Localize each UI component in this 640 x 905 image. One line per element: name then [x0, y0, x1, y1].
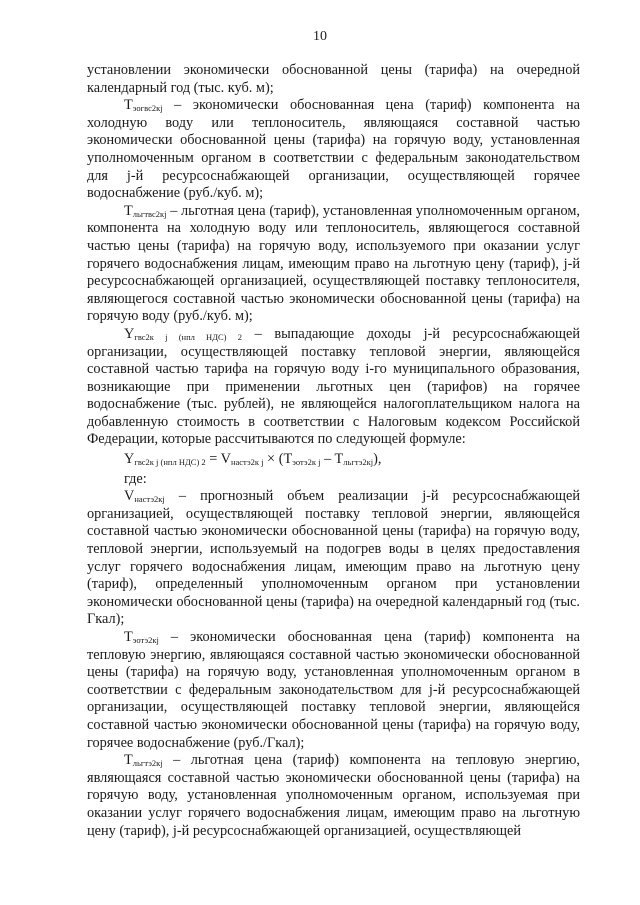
definition-t-lgtvs [87, 203, 580, 326]
definition-y-gvs [87, 326, 580, 449]
symbol-subscript: эотэ2кj [132, 635, 159, 645]
document-body [87, 62, 580, 840]
symbol-subscript: льгтвс2кj [132, 208, 167, 219]
definition-text: – экономически обоснованная цена (тариф) компонента на холодную воду или теплоноситель, являющаяся составной частью экономически обоснованной цены (тарифа) на горячую воду, установленная уполномоченным органом в соответствии с федеральным законодательством для j-й ресурсоснабжающей организации, осуществляющей горячее водоснабжение (руб./куб. м); [87, 97, 580, 202]
symbol: T [124, 629, 133, 645]
paragraph-volume-continuation: установлении экономически обоснованной цены (тарифа) на очередной календарный год (тыс. куб. м); [87, 62, 580, 96]
definition-t-lgte [87, 752, 580, 840]
definition-text: – экономически обоснованная цена (тариф) компонента на тепловую энергию, являющаяся составной частью экономически обоснованной цены (тарифа) на горячую воду, установленная уполномоченным органом в соответствии с федеральным законодательством для j-й ресурсоснабжающей организации, осуществляющей поставку тепловой энергии, являющейся составной частью экономически обоснованной цены (тарифа) на горячую воду, горячее водоснабжение (руб./Гкал); [87, 629, 580, 751]
symbol-subscript: льгтэ2кj [132, 758, 163, 769]
symbol-subscript: настэ2кj [134, 494, 165, 505]
formula: $Y_{гвс2к j (нпл НДС) 2} = V_{настэ2к j} \times (T_{эотэ2к j} - T_{льгтэ2кj})$, [124, 451, 382, 468]
symbol: V [124, 488, 135, 505]
symbol: Y [124, 325, 135, 342]
definition-text: – выпадающие доходы j-й ресурсоснабжающей организации, осуществляющей поставку тепловой энергии, являющейся составной частью тарифа на горячую воду i-го муниципального образования, возникающие при применении льготных цен (тарифов) на горячее водоснабжение (тыс. рублей), не являющейся налогоплательщиком налога на добавленную стоимость в соответствии с Налоговым кодексом Российской Федерации, которые рассчитываются по следующей формуле: [87, 325, 580, 448]
definition-t-eogvs [87, 97, 580, 203]
definition-v-naste [87, 488, 580, 629]
definition-text: – льготная цена (тариф), установленная уполномоченным органом, компонента на холодную воду или теплоноситель, являющегося составной частью цены (тарифа) на горячую воду, используемого при оказании услуг горячего водоснабжения лицам, имеющим право на льготную цену (тариф), j-й ресурсоснабжающей организацией, осуществляющей поставку теплоносителя, являющегося составной частью экономически обоснованной цены (тарифа) на горячую воду (руб./куб. м); [87, 202, 580, 325]
definition-text: – льготная цена (тариф) компонента на тепловую энергию, являющаяся составной частью экономически обоснованной цены (тарифа) на горячую воду, установленная уполномоченным органом, используемая при оказании услуг горячего водоснабжения лицам, имеющим право на льготную цену (тариф), j-й ресурсоснабжающей организацией, осуществляющей [87, 752, 580, 839]
definition-text: – прогнозный объем реализации j-й ресурсоснабжающей организацией, осуществляющей поставку тепловой энергии, являющейся составной частью экономически обоснованной цены (тарифа) на горячую воду, тепловой энергии, используемый на подогрев воды в целях предоставления услуг горячего водоснабжения лицам, имеющим право на льготную цену (тариф), определенный уполномоченным органом при установлении экономически обоснованной цены (тарифа) на очередной календарный год (тыс. Гкал); [87, 488, 580, 628]
symbol: T [124, 97, 133, 114]
symbol: T [124, 752, 133, 769]
symbol-subscript: эогвс2кj [132, 103, 163, 114]
symbol: T [124, 202, 133, 219]
page-number: 10 [313, 29, 327, 44]
where-label: где: [124, 470, 147, 487]
symbol-subscript: гвс2к j (нпл НДС) 2 [134, 331, 242, 342]
definition-t-eote [87, 629, 580, 752]
